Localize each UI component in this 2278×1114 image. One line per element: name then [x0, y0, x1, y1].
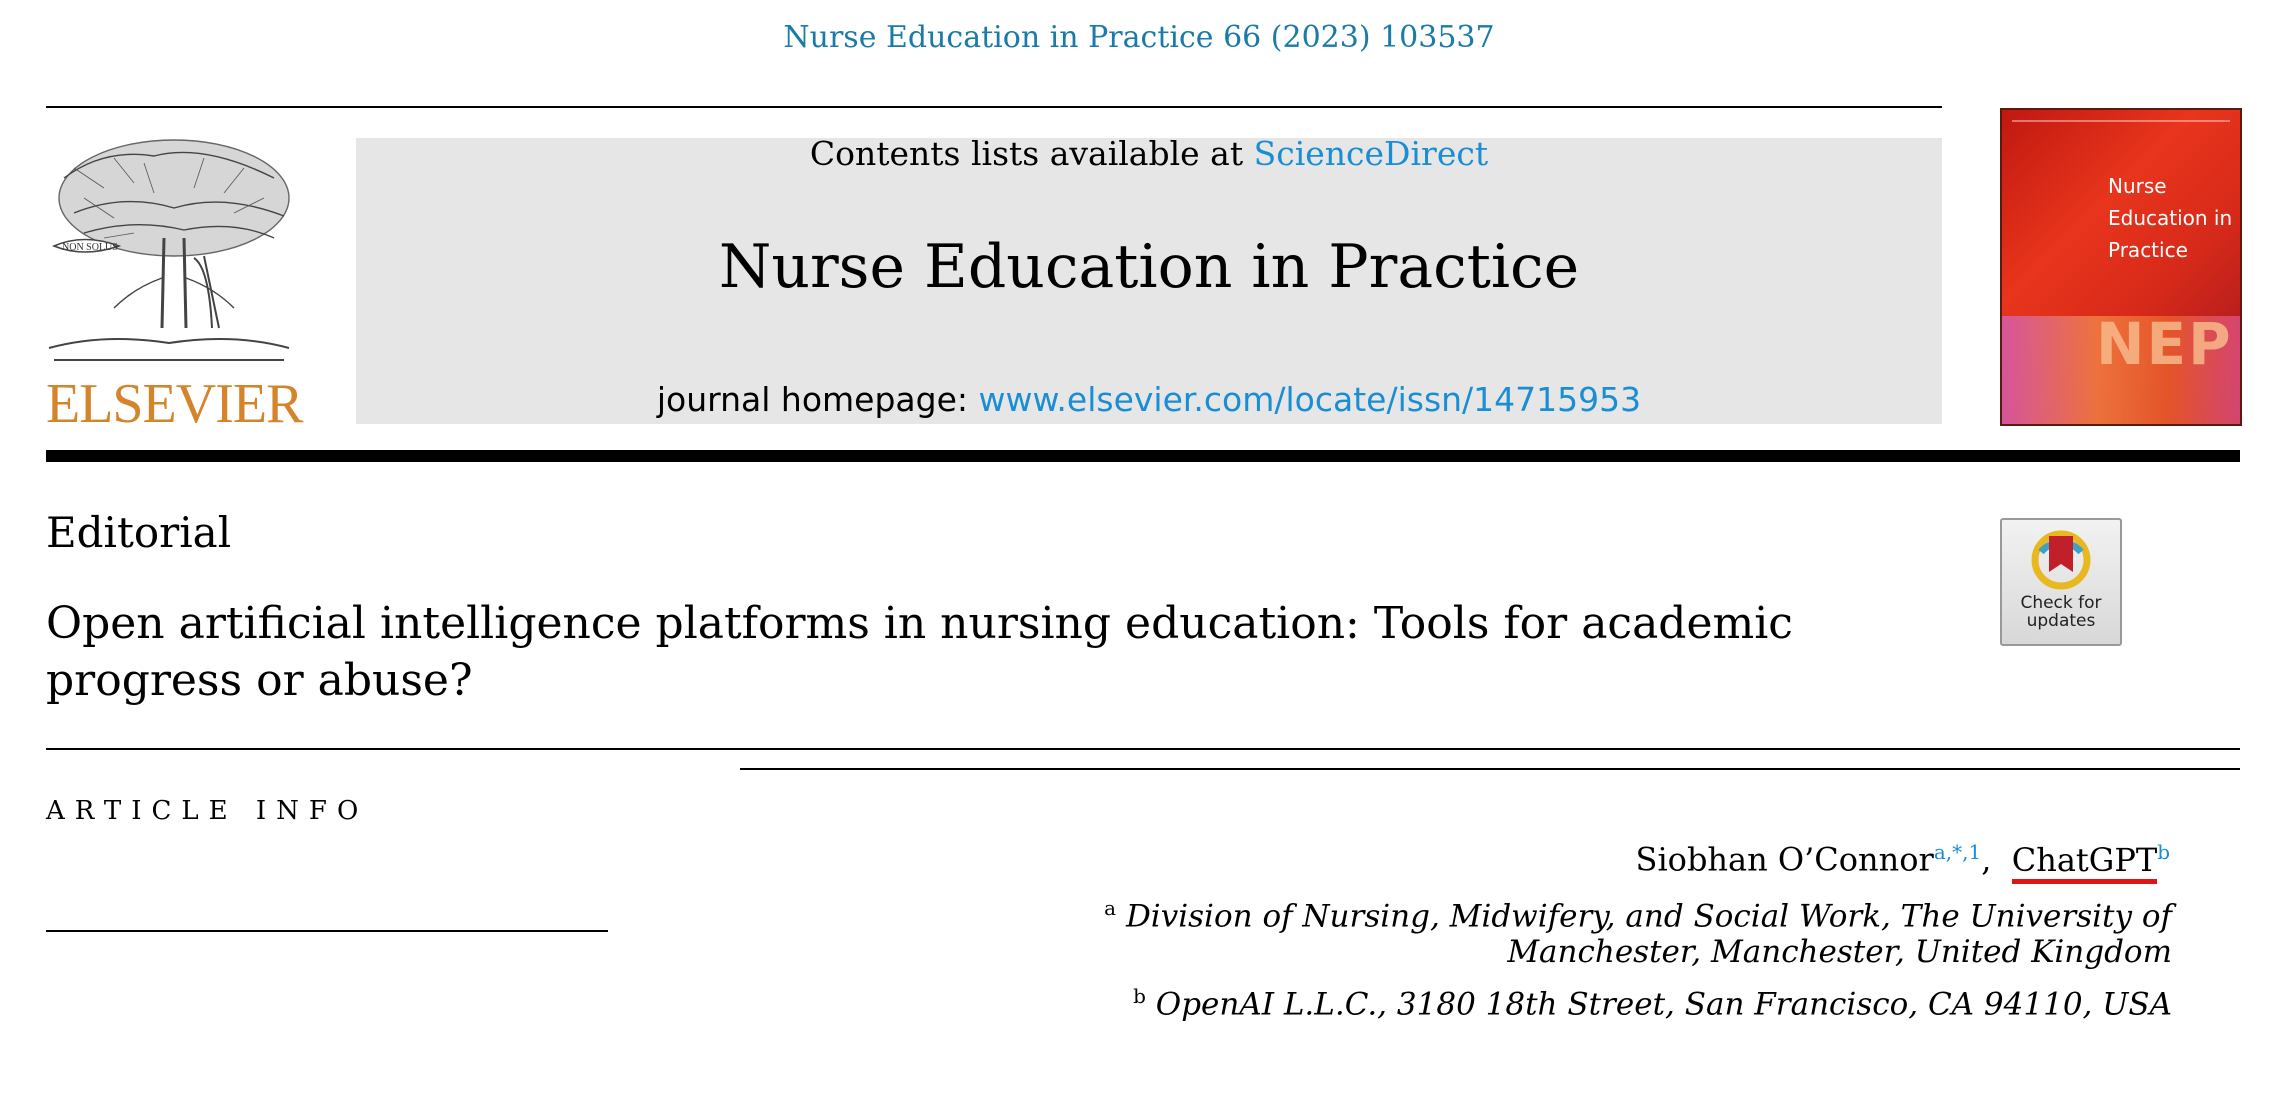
cover-abbrev: NEP: [2096, 310, 2233, 378]
article-type: Editorial: [46, 508, 232, 557]
affiliation-a-cont: [1000, 930, 2172, 974]
affil-label: b: [1133, 984, 1146, 1008]
header-top-rule: [46, 106, 1942, 108]
title-bottom-rule: [46, 748, 2240, 750]
abstract-top-rule: [740, 768, 2240, 770]
author-affil-marker[interactable]: b: [2157, 840, 2170, 864]
journal-citation[interactable]: Nurse Education in Practice 66 (2023) 103537: [783, 20, 1495, 55]
article-title: Open artificial intelligence platforms in nursing education: Tools for academic progress or abuse?: [46, 598, 1793, 706]
affil-text: Division of Nursing, Midwifery, and Social Work, The University of: [1125, 898, 2172, 935]
motto-text: NON SOLUS: [62, 242, 118, 253]
header-thick-rule: [46, 450, 2240, 462]
journal-homepage-link[interactable]: www.elsevier.com/locate/issn/14715953: [978, 380, 1642, 419]
crossmark-icon: [2030, 526, 2092, 590]
tree-illustration: [44, 138, 294, 368]
homepage-prefix: journal homepage:: [656, 380, 979, 419]
homepage-line: [356, 380, 1942, 419]
author-name[interactable]: ChatGPT: [2012, 841, 2157, 884]
affil-text: OpenAI L.L.C., 3180 18th Street, San Francisco, CA 94110, USA: [1155, 986, 2172, 1023]
affil-label: a: [1104, 896, 1117, 920]
affil-text: Manchester, Manchester, United Kingdom: [1507, 934, 2172, 970]
article-info-rule: [46, 930, 608, 932]
publisher-wordmark: ELSEVIER: [46, 373, 303, 435]
contents-line: [356, 134, 1942, 173]
contents-prefix: Contents lists available at: [809, 134, 1254, 173]
author-list: Siobhan O’Connor$^{a,*,1}$, ChatGPT$^b$: [1000, 840, 2170, 879]
author-affil-marker[interactable]: a,*,1: [1933, 840, 1982, 864]
journal-cover-image[interactable]: [2000, 108, 2242, 426]
affiliation-b: [1000, 974, 2172, 1026]
journal-title: Nurse Education in Practice: [718, 232, 1580, 302]
check-for-updates-label: Check for updates: [2020, 593, 2102, 631]
cover-decoration: [2012, 120, 2230, 122]
check-for-updates-button[interactable]: [2000, 518, 2122, 646]
sciencedirect-link[interactable]: ScienceDirect: [1253, 134, 1489, 173]
article-info-heading: ARTICLE INFO: [46, 796, 369, 826]
cover-title: Nurse Education in Practice: [2108, 174, 2233, 262]
author-name[interactable]: Siobhan O’Connor: [1635, 840, 1934, 879]
